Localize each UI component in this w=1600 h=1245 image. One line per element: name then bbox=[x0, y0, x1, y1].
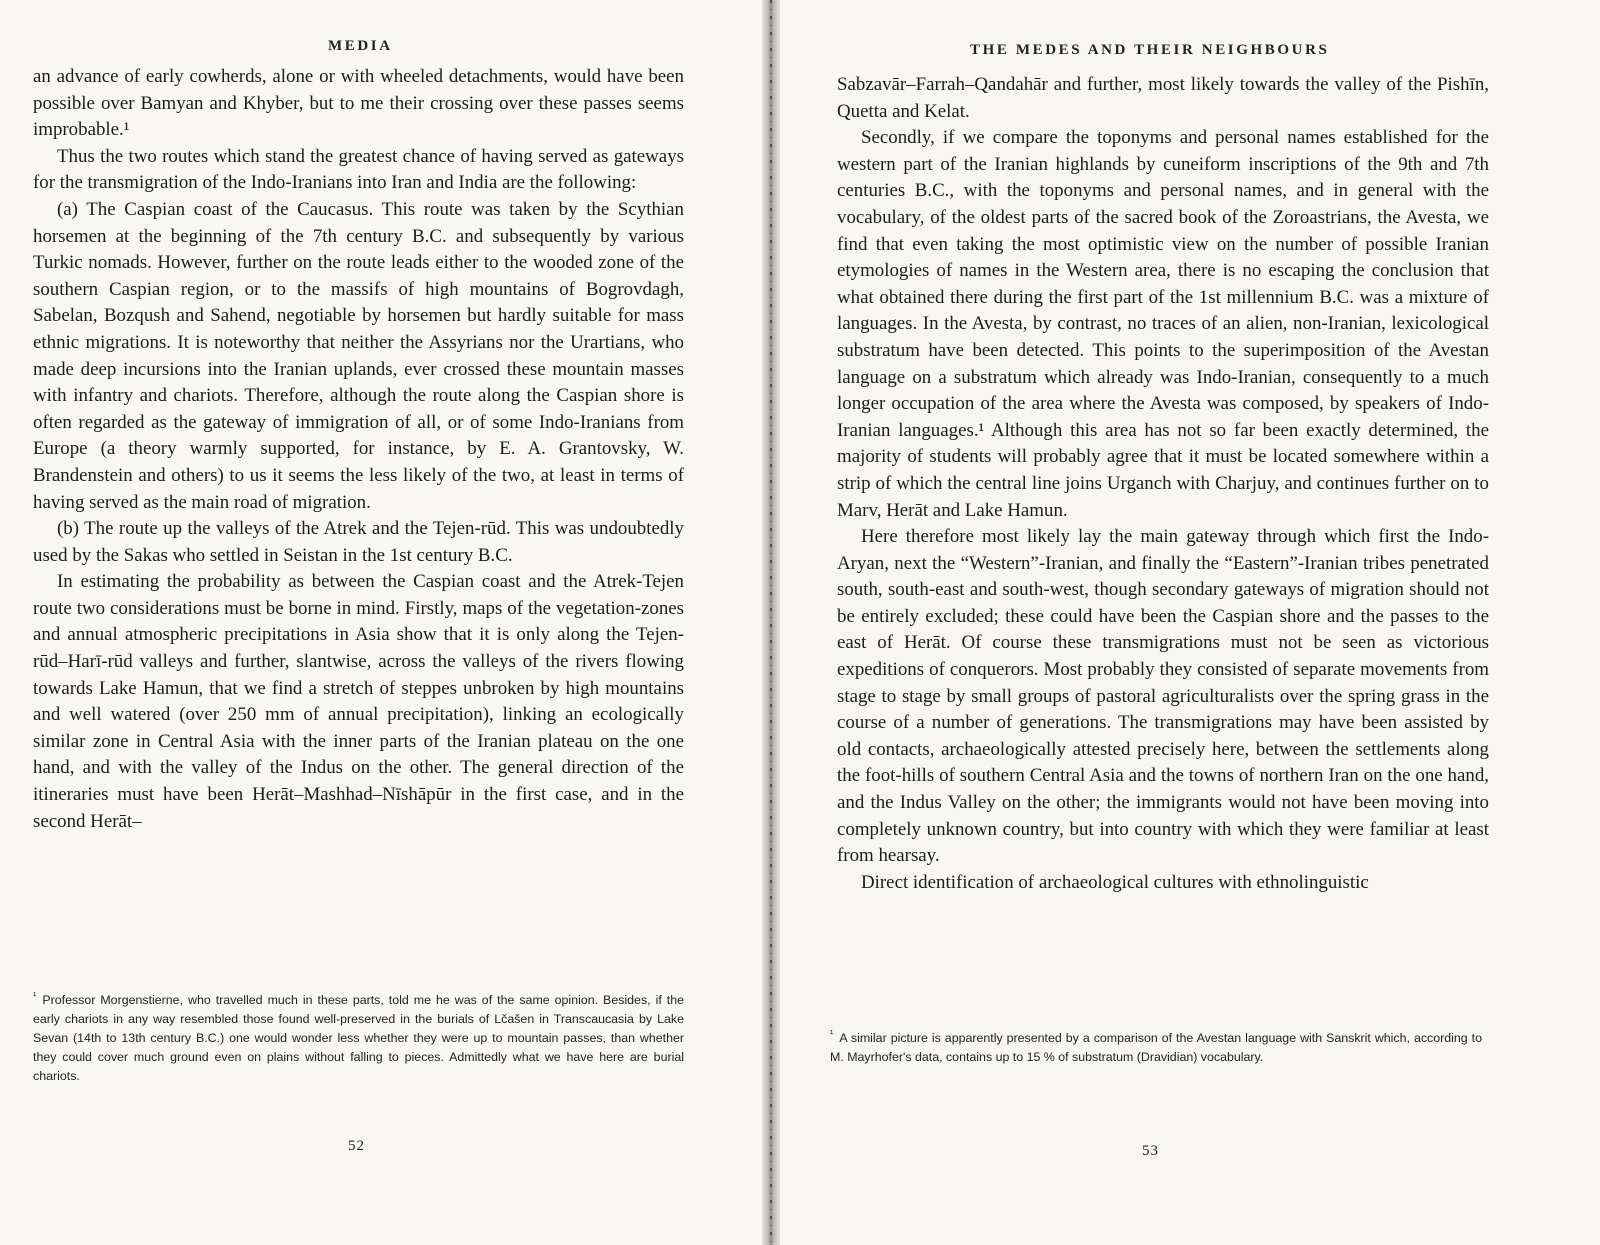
left-page bbox=[0, 0, 764, 1245]
running-head-left: MEDIA bbox=[328, 38, 393, 54]
paragraph: Here therefore most likely lay the main gateway through which first the Indo-Aryan, next the “Western”-Iranian, and finally the “Eastern”-Iranian tribes penetrated south, south-east and south-west, though secondary gateways of migration should not be entirely excluded; these could have been the Caspian shore and the passes to the east of Herāt. Of course these transmigrations must not be seen as victorious expeditions of conquerors. Most probably they consisted of separate movements from stage to stage by small groups of pastoral agriculturalists over the spring grass in the course of a number of generations. The transmigrations may have been assisted by old contacts, archaeologically attested precisely here, between the settlements along the foot-hills of southern Central Asia and the towns of northern Iran on the one hand, and the Indus Valley on the other; the immigrants would not have been moving into completely unknown country, but into country with which they were familiar at least from hearsay. bbox=[837, 526, 1489, 867]
footnote-marker: ¹ bbox=[33, 991, 37, 1002]
paragraph: Sabzavār–Farrah–Qandahār and further, most likely towards the valley of the Pishīn, Quetta and Kelat. bbox=[837, 74, 1489, 122]
paragraph: Thus the two routes which stand the greatest chance of having served as gateways for the transmigration of the Indo-Iranians into Iran and India are the following: bbox=[33, 145, 684, 194]
footnote-left bbox=[33, 987, 684, 1086]
footnote-right bbox=[830, 1025, 1482, 1067]
book-gutter bbox=[762, 0, 780, 1245]
right-page bbox=[780, 0, 1600, 1245]
page-number-left: 52 bbox=[348, 1138, 365, 1154]
paragraph: (b) The route up the valleys of the Atrek and the Tejen-rūd. This was undoubtedly used by the Sakas who settled in Seistan in the 1st century B.C. bbox=[33, 518, 684, 566]
page-number-right: 53 bbox=[1142, 1143, 1159, 1159]
body-text-left bbox=[33, 64, 684, 835]
footnote-marker: ¹ bbox=[830, 1029, 834, 1040]
running-head-right: THE MEDES AND THEIR NEIGHBOURS bbox=[970, 42, 1330, 58]
footnote-text: Professor Morgenstierne, who travelled much in these parts, told me he was of the same opinion. Besides, if the early chariots in any way resembled those found well-preserved in the burials of Lčašen in Transcaucasia by Lake Sevan (14th to 13th century B.C.) one would wonder less whether they were up to mountain passes, than whether they could cover much ground even on plains without falling to pieces. Admittedly what we have here are burial chariots. bbox=[33, 993, 684, 1084]
paragraph: In estimating the probability as between the Caspian coast and the Atrek-Tejen route two considerations must be borne in mind. Firstly, maps of the vegetation-zones and annual atmospheric precipitations in Asia show that it is only along the Tejen-rūd–Harī-rūd valleys and further, slantwise, across the valleys of the rivers flowing towards Lake Hamun, that we find a stretch of steppes unbroken by high mountains and well watered (over 250 mm of annual precipitation), linking an ecologically similar zone in Central Asia with the inner parts of the Iranian plateau on the one hand, and with the valley of the Indus on the other. The general direction of the itineraries must have been Herāt–Mashhad–Nīshāpūr in the first case, and in the second Herāt– bbox=[33, 571, 684, 832]
body-text-right bbox=[837, 72, 1489, 896]
paragraph: an advance of early cowherds, alone or with wheeled detachments, would have been possible over Bamyan and Khyber, but to me their crossing over these passes seems improbable.¹ bbox=[33, 66, 684, 141]
paragraph: Secondly, if we compare the toponyms and personal names established for the western part of the Iranian highlands by cuneiform inscriptions of the 9th and 7th centuries B.C., with the toponyms and personal names, and in general with the vocabulary, of the oldest parts of the sacred book of the Zoroastrians, the Avesta, we find that even taking the most optimistic view on the number of possible Iranian etymologies of names in the Western area, there is no escaping the conclusion that what obtained there during the first part of the 1st millennium B.C. was a mixture of languages. In the Avesta, by contrast, no traces of an alien, non-Iranian, lexicological substratum have been detected. This points to the superimposition of the Avestan language on a substratum which already was Indo-Iranian, consequently to a much longer occupation of the area where the Avesta was composed, by speakers of Indo-Iranian languages.¹ Although this area has not so far been exactly determined, the majority of students will probably agree that it must be located somewhere within a strip of which the central line joins Urganch with Charjuy, and continues further on to Marv, Herāt and Lake Hamun. bbox=[837, 127, 1489, 521]
footnote-text: A similar picture is apparently presented by a comparison of the Avestan language with Sanskrit which, according to M. Mayrhofer's data, contains up to 15 % of substratum (Dravidian) vocabulary. bbox=[830, 1031, 1482, 1065]
paragraph: Direct identification of archaeological cultures with ethnolinguistic bbox=[861, 871, 1369, 893]
paragraph: (a) The Caspian coast of the Caucasus. This route was taken by the Scythian horsemen at the beginning of the 7th century B.C. and subsequently by various Turkic nomads. However, further on the route leads either to the wooded zone of the southern Caspian region, or to the massifs of high mountains of Bogrovdagh, Sabelan, Bozqush and Sahend, negotiable by horsemen but hardly suitable for mass ethnic migrations. It is noteworthy that neither the Assyrians nor the Urartians, who made deep incursions into the Iranian uplands, ever crossed these mountain masses with infantry and chariots. Therefore, although the route along the Caspian shore is often regarded as the gateway of immigration of all, or of some Indo-Iranians from Europe (a theory warmly supported, for instance, by E. A. Grantovsky, W. Brandenstein and others) to us it seems the less likely of the two, at least in terms of having served as the main road of migration. bbox=[33, 198, 684, 513]
